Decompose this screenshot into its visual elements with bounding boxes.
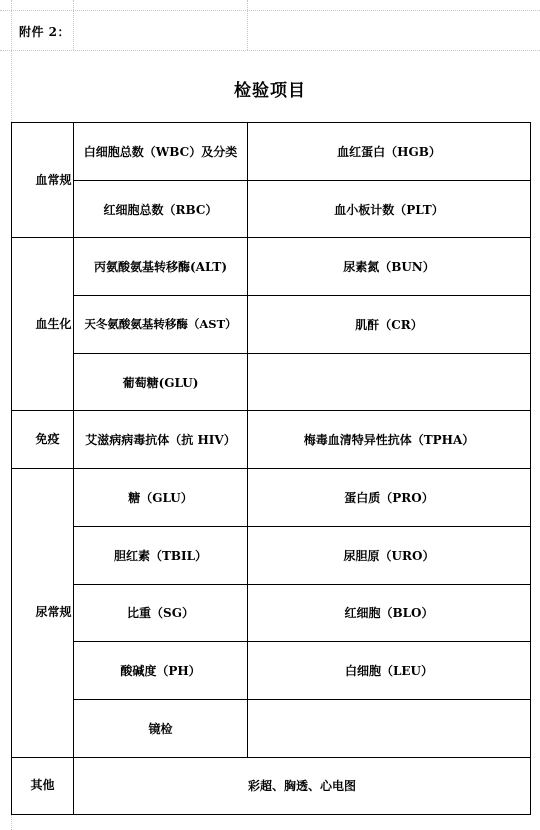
table-row — [12, 584, 531, 642]
item-cell: 血红蛋白（HGB） — [248, 123, 531, 181]
margin-guide-col2 — [247, 0, 248, 50]
table-row — [12, 180, 531, 238]
item-cell: 镜检 — [74, 699, 248, 757]
category-cell-other — [12, 757, 74, 815]
item-cell: 丙氨酸氨基转移酶(ALT) — [74, 238, 248, 296]
page-title: 检验项目 — [234, 81, 306, 101]
category-label: 其他 — [30, 778, 55, 793]
item-cell: 红细胞总数（RBC） — [74, 180, 248, 238]
item-cell: 血小板计数（PLT） — [248, 180, 531, 238]
item-cell: 红细胞（BLO） — [248, 584, 531, 642]
category-cell-urine-routine — [12, 469, 74, 757]
category-cell-blood-routine — [12, 123, 74, 238]
margin-guide-col — [73, 0, 74, 50]
table-row — [12, 469, 531, 527]
empty-cell — [248, 353, 531, 411]
margin-guide-top — [0, 10, 540, 11]
category-cell-immune — [12, 411, 74, 469]
item-cell: 比重（SG） — [74, 584, 248, 642]
item-cell: 梅毒血清特异性抗体（TPHA） — [248, 411, 531, 469]
table-row — [12, 642, 531, 700]
margin-guide-top2 — [0, 50, 540, 51]
table-row — [12, 123, 531, 181]
attachment-label: 附件 2： — [19, 25, 71, 39]
table-row — [12, 238, 531, 296]
item-cell: 白细胞总数（WBC）及分类 — [74, 123, 248, 181]
table-row — [12, 411, 531, 469]
category-label: 血常规 — [35, 172, 72, 187]
table-row — [12, 757, 531, 815]
item-cell: 胆红素（TBIL） — [74, 526, 248, 584]
item-cell: 白细胞（LEU） — [248, 642, 531, 700]
table-row — [12, 526, 531, 584]
item-cell: 糖（GLU） — [74, 469, 248, 527]
category-cell-biochem — [12, 238, 74, 411]
item-cell: 天冬氨酸氨基转移酶（AST） — [74, 296, 248, 354]
item-cell: 尿素氮（BUN） — [248, 238, 531, 296]
item-cell: 彩超、胸透、心电图 — [74, 757, 531, 815]
table-row — [12, 353, 531, 411]
category-label: 免疫 — [35, 432, 60, 447]
category-label: 血生化 — [35, 316, 72, 331]
empty-cell — [248, 699, 531, 757]
item-cell: 肌酐（CR） — [248, 296, 531, 354]
item-cell: 尿胆原（URO） — [248, 526, 531, 584]
item-cell: 酸碱度（PH） — [74, 642, 248, 700]
table-row — [12, 296, 531, 354]
category-label: 尿常规 — [35, 605, 72, 620]
item-cell: 蛋白质（PRO） — [248, 469, 531, 527]
item-cell: 艾滋病病毒抗体（抗 HIV） — [74, 411, 248, 469]
exam-items-table — [11, 122, 531, 815]
table-row — [12, 699, 531, 757]
item-cell: 葡萄糖(GLU) — [74, 353, 248, 411]
